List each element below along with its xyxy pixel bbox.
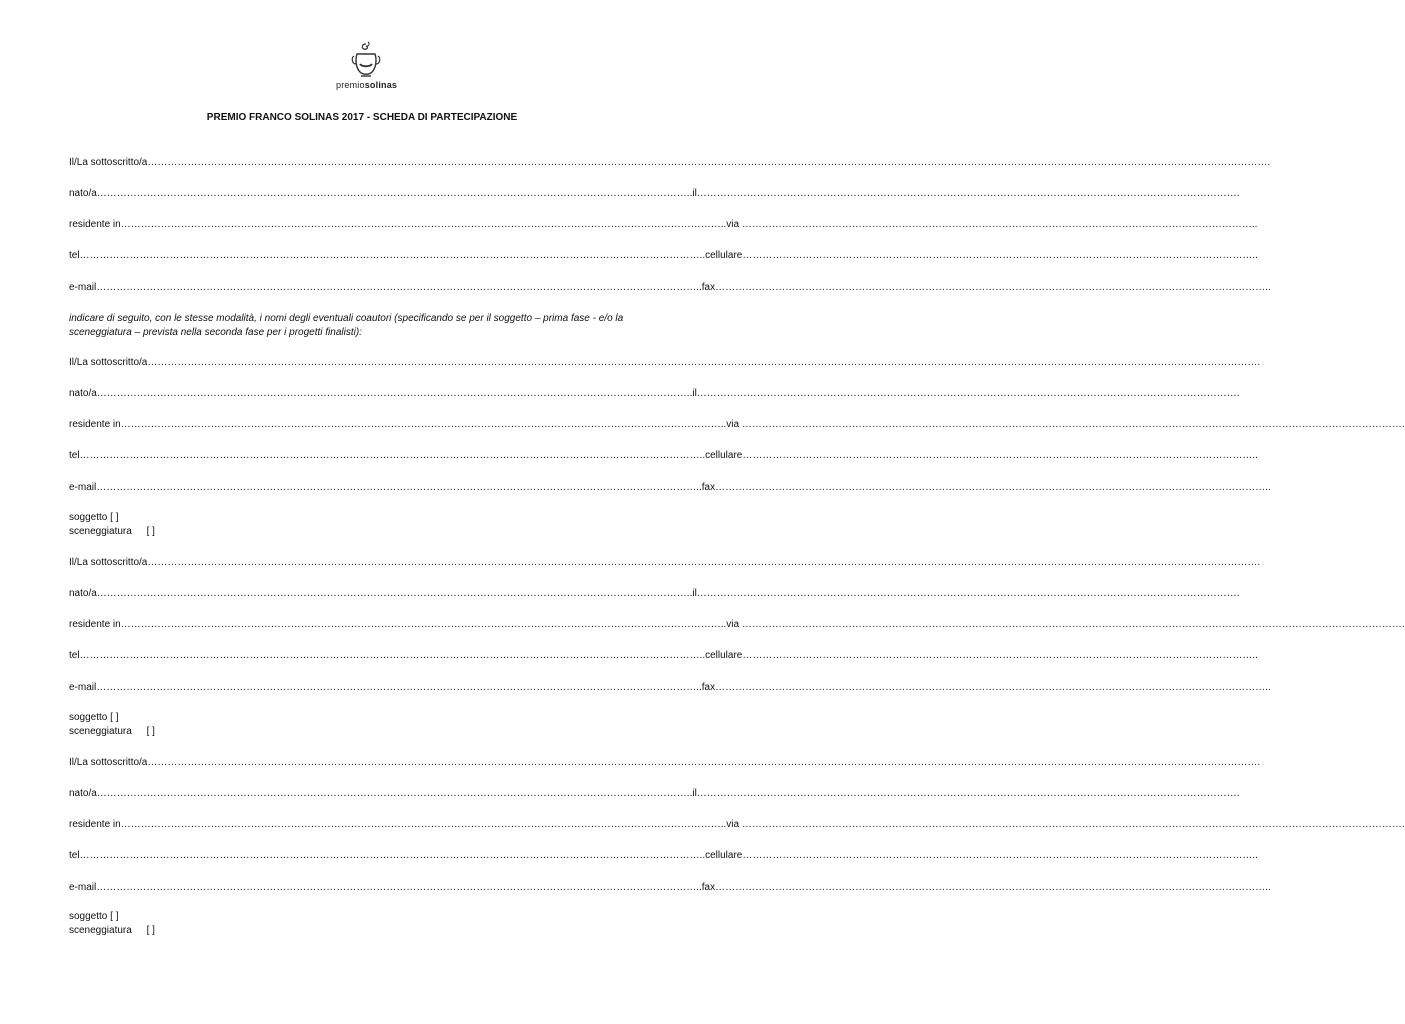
logo xyxy=(336,40,396,98)
coauthor-2-residente[interactable]: residente in………………………………………………………………………………………………………………………………………………………………..via ………………………………………………………………………………………………………………………………………………………………………………. xyxy=(69,619,1405,630)
coauthor-2-soggetto[interactable] xyxy=(69,711,119,725)
document-title: PREMIO FRANCO SOLINAS 2017 - SCHEDA DI PARTECIPAZIONE xyxy=(206,112,518,123)
coauthor-3-sceneggiatura[interactable] xyxy=(69,924,155,938)
coauthor-3-residente[interactable]: residente in………………………………………………………………………………………………………………………………………………………………..via ………………………………………………………………………………………………………………………………………………………………………………. xyxy=(69,819,1405,830)
coauthor-1-sceneggiatura[interactable] xyxy=(69,525,155,539)
sceneggiatura-label: sceneggiatura xyxy=(69,726,132,737)
coauthor-1-sottoscritto[interactable]: Il/La sottoscritto/a………………………………………………………………………………………………………………………………………………………………………………………………………………………………………………………………………………………………………. xyxy=(69,357,1261,368)
urn-logo-icon xyxy=(346,40,386,80)
soggetto-checkbox[interactable]: [ ] xyxy=(110,512,119,523)
field-sottoscritto[interactable]: Il/La sottoscritto/a…………………………………………………………………………………………………………………………………………………………………………………………………………………………………………………………………………………………………………. xyxy=(69,157,1271,168)
sceneggiatura-label: sceneggiatura xyxy=(69,925,132,936)
logo-text xyxy=(336,80,396,90)
coauthor-3-nato[interactable]: nato/a……………………………………………………………………………………………………………………………………………………………..il………………………………………………………………………………………………………………………………………………. xyxy=(69,788,1240,799)
sceneggiatura-checkbox[interactable]: [ ] xyxy=(146,925,155,936)
coauthor-2-tel[interactable]: tel……………………………………………………………………………………………………………………………………………………………………..cellulare……………………………………………………………………………………………………………………………………….. xyxy=(69,650,1258,661)
coauthor-2-nato[interactable]: nato/a……………………………………………………………………………………………………………………………………………………………..il………………………………………………………………………………………………………………………………………………. xyxy=(69,588,1240,599)
coauthor-3-sottoscritto[interactable]: Il/La sottoscritto/a………………………………………………………………………………………………………………………………………………………………………………………………………………………………………………………………………………………………………. xyxy=(69,757,1261,768)
coauthor-1-soggetto[interactable] xyxy=(69,511,119,525)
field-nato[interactable]: nato/a……………………………………………………………………………………………………………………………………………………………..il………………………………………………………………………………………………………………………………………………. xyxy=(69,188,1240,199)
coauthor-2-email[interactable]: e-mail………………………………………………………………………………………………………………………………………………………………..fax………………………………………………………………………………………………………………………………………………….. xyxy=(69,682,1271,693)
soggetto-label: soggetto xyxy=(69,911,108,922)
sceneggiatura-checkbox[interactable]: [ ] xyxy=(146,526,155,537)
coauthor-1-email[interactable]: e-mail………………………………………………………………………………………………………………………………………………………………..fax………………………………………………………………………………………………………………………………………………….. xyxy=(69,482,1271,493)
sceneggiatura-checkbox[interactable]: [ ] xyxy=(146,726,155,737)
coauthor-2-sottoscritto[interactable]: Il/La sottoscritto/a………………………………………………………………………………………………………………………………………………………………………………………………………………………………………………………………………………………………………. xyxy=(69,557,1261,568)
field-tel[interactable]: tel……………………………………………………………………………………………………………………………………………………………………..cellulare……………………………………………………………………………………………………………………………………….. xyxy=(69,250,1258,261)
soggetto-checkbox[interactable]: [ ] xyxy=(110,911,119,922)
soggetto-label: soggetto xyxy=(69,712,108,723)
coauthors-note: indicare di seguito, con le stesse modalità, i nomi degli eventuali coautori (specificando se per il soggetto – prima fase - e/o la sceneggiatura – prevista nella seconda fase per i progetti finalisti): xyxy=(69,313,624,338)
sceneggiatura-label: sceneggiatura xyxy=(69,526,132,537)
coauthor-1-tel[interactable]: tel……………………………………………………………………………………………………………………………………………………………………..cellulare……………………………………………………………………………………………………………………………………….. xyxy=(69,450,1258,461)
soggetto-checkbox[interactable]: [ ] xyxy=(110,712,119,723)
coauthor-2-sceneggiatura[interactable] xyxy=(69,725,155,739)
coauthor-3-tel[interactable]: tel……………………………………………………………………………………………………………………………………………………………………..cellulare……………………………………………………………………………………………………………………………………….. xyxy=(69,850,1258,861)
field-residente[interactable]: residente in………………………………………………………………………………………………………………………………………………………………..via ……………………………………………………………………………………………………………………………………….. xyxy=(69,219,1258,230)
coauthor-3-soggetto[interactable] xyxy=(69,910,119,924)
logo-text-light: premio xyxy=(336,80,365,90)
coauthor-1-residente[interactable]: residente in………………………………………………………………………………………………………………………………………………………………..via ………………………………………………………………………………………………………………………………………………………………………………. xyxy=(69,419,1405,430)
logo-text-bold: solinas xyxy=(364,80,398,90)
coauthor-3-email[interactable]: e-mail………………………………………………………………………………………………………………………………………………………………..fax………………………………………………………………………………………………………………………………………………….. xyxy=(69,882,1271,893)
coauthor-1-nato[interactable]: nato/a……………………………………………………………………………………………………………………………………………………………..il………………………………………………………………………………………………………………………………………………. xyxy=(69,388,1240,399)
field-email[interactable]: e-mail………………………………………………………………………………………………………………………………………………………………..fax………………………………………………………………………………………………………………………………………………….. xyxy=(69,282,1271,293)
soggetto-label: soggetto xyxy=(69,512,108,523)
